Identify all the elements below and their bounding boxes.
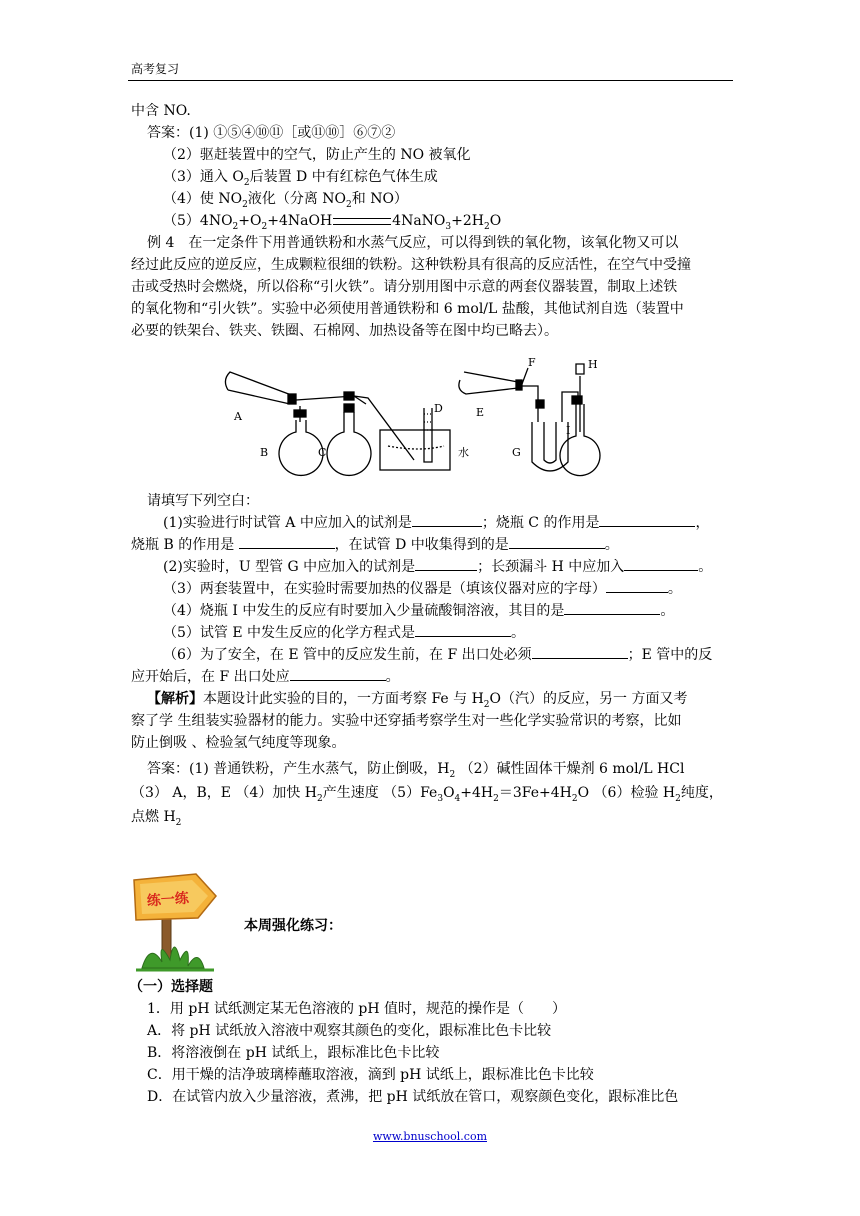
- practice-signpost-icon: [128, 862, 223, 974]
- label-e: E: [476, 406, 485, 419]
- mc-option-c: C．用干燥的洁净玻璃棒蘸取溶液，滴到 pH 试纸上，跟标准比色卡比较: [147, 1067, 594, 1083]
- answer-line: 答案：(1) 普通铁粉，产生水蒸气，防止倒吸，$H_2$ （2）碱性固体干燥剂 6 mol/L HCl: [147, 761, 685, 780]
- question-line: （4）烧瓶 I 中发生的反应有时要加入少量硫酸铜溶液，其目的是 。: [163, 600, 767, 622]
- question-line: (2)实验时，U 型管 G 中应加入的试剂是 ；长颈漏斗 H 中应加入 。: [163, 556, 767, 578]
- apparatus-diagram: [220, 352, 620, 482]
- example-text: 经过此反应的逆反应，生成颗粒很细的铁粉。这种铁粉具有很高的反应活性，在空气中受撞: [131, 257, 691, 273]
- label-g: G: [512, 446, 521, 459]
- question-line: （6）为了安全，在 E 管中的反应发生前，在 F 出口处必须 ；E 管中的反: [163, 644, 767, 666]
- practice-title: 本周强化练习：: [244, 918, 342, 934]
- sign-text: 练一练: [146, 890, 190, 910]
- label-f: F: [528, 356, 536, 369]
- question-intro: 请填写下列空白：: [147, 493, 259, 509]
- mc-option-b: B．将溶液倒在 pH 试纸上，跟标准比色卡比较: [147, 1045, 440, 1061]
- mc-option-a: A．将 pH 试纸放入溶液中观察其颜色的变化，跟标准比色卡比较: [147, 1023, 552, 1039]
- answer-line: 点燃 $H_2$: [131, 809, 182, 828]
- example-text: 击或受热时会燃烧，所以俗称“引火铁”。请分别用图中示意的两套仪器装置，制取上述铁: [131, 279, 678, 295]
- mc-stem: 1．用 pH 试纸测定某无色溶液的 pH 值时，规范的操作是（ ）: [147, 1001, 567, 1017]
- question-line: 应开始后，在 F 出口处应 。: [131, 666, 735, 688]
- label-water: 水: [458, 446, 469, 459]
- example-text: 例 4 在一定条件下用普通铁粉和水蒸气反应，可以得到铁的氧化物，该氧化物又可以: [147, 235, 679, 251]
- section-heading: （一）选择题: [129, 979, 213, 995]
- text-line: 中含 NO.: [131, 103, 191, 119]
- question-line: 烧瓶 B 的作用是 ，在试管 D 中收集得到的是 。: [131, 534, 735, 556]
- analysis-line: 察了学 生组装实验器材的能力。实验中还穿插考察学生对一些化学实验常识的考察，比如: [131, 713, 682, 729]
- question-line: (1)实验进行时试管 A 中应加入的试剂是 ；烧瓶 C 的作用是 ，: [163, 512, 767, 534]
- answer-line: 答案：(1) ①⑤④⑩⑪［或⑪⑩］⑥⑦②: [147, 125, 396, 141]
- label-b: B: [260, 446, 269, 459]
- answer-line: （3）通入 $O_2$后装置 D 中有红棕色气体生成: [163, 169, 438, 188]
- label-a: A: [234, 410, 242, 423]
- footer: [0, 1130, 860, 1143]
- question-line: （5）试管 E 中发生反应的化学方程式是 。: [163, 622, 767, 644]
- label-h: H: [588, 358, 598, 371]
- mc-option-d: D．在试管内放入少量溶液，煮沸，把 pH 试纸放在管口，观察颜色变化，跟标准比色: [147, 1089, 679, 1105]
- analysis-line: 【解析】本题设计此实验的目的，一方面考察 Fe 与 $H_2O$（汽）的反应，另一 方面又考: [147, 691, 688, 710]
- answer-line: （3） A，B，E （4）加快 $H_2$产生速度 $(5)Fe_3O_4+4H_2=3Fe+4H_2O$ （6）检验 $H_2$纯度，: [131, 785, 723, 804]
- page-header: 高考复习: [131, 62, 180, 76]
- answer-line: $(5)4NO_2+O_2+4NaOH$ $4NaNO_3+2H_2O$: [163, 213, 502, 232]
- header-divider: [128, 80, 733, 81]
- label-c: C: [318, 446, 327, 459]
- example-text: 的氧化物和“引火铁”。实验中必须使用普通铁粉和 6 mol/L 盐酸，其他试剂自选（装置中: [131, 301, 684, 317]
- label-d: D: [434, 402, 443, 415]
- answer-line: （4）使 $NO_2$液化（分离 $NO_2$和 NO）: [163, 191, 408, 210]
- answer-line: （2）驱赶装置中的空气，防止产生的 NO 被氧化: [163, 147, 471, 163]
- question-line: （3）两套装置中，在实验时需要加热的仪器是（填该仪器对应的字母） 。: [163, 578, 767, 600]
- label-i: I: [566, 424, 571, 437]
- example-text: 必要的铁架台、铁夹、铁圈、石棉网、加热设备等在图中均已略去）。: [131, 323, 558, 339]
- analysis-line: 防止倒吸 、检验氢气纯度等现象。: [131, 735, 346, 751]
- footer-link[interactable]: www.bnuschool.com: [372, 1130, 487, 1143]
